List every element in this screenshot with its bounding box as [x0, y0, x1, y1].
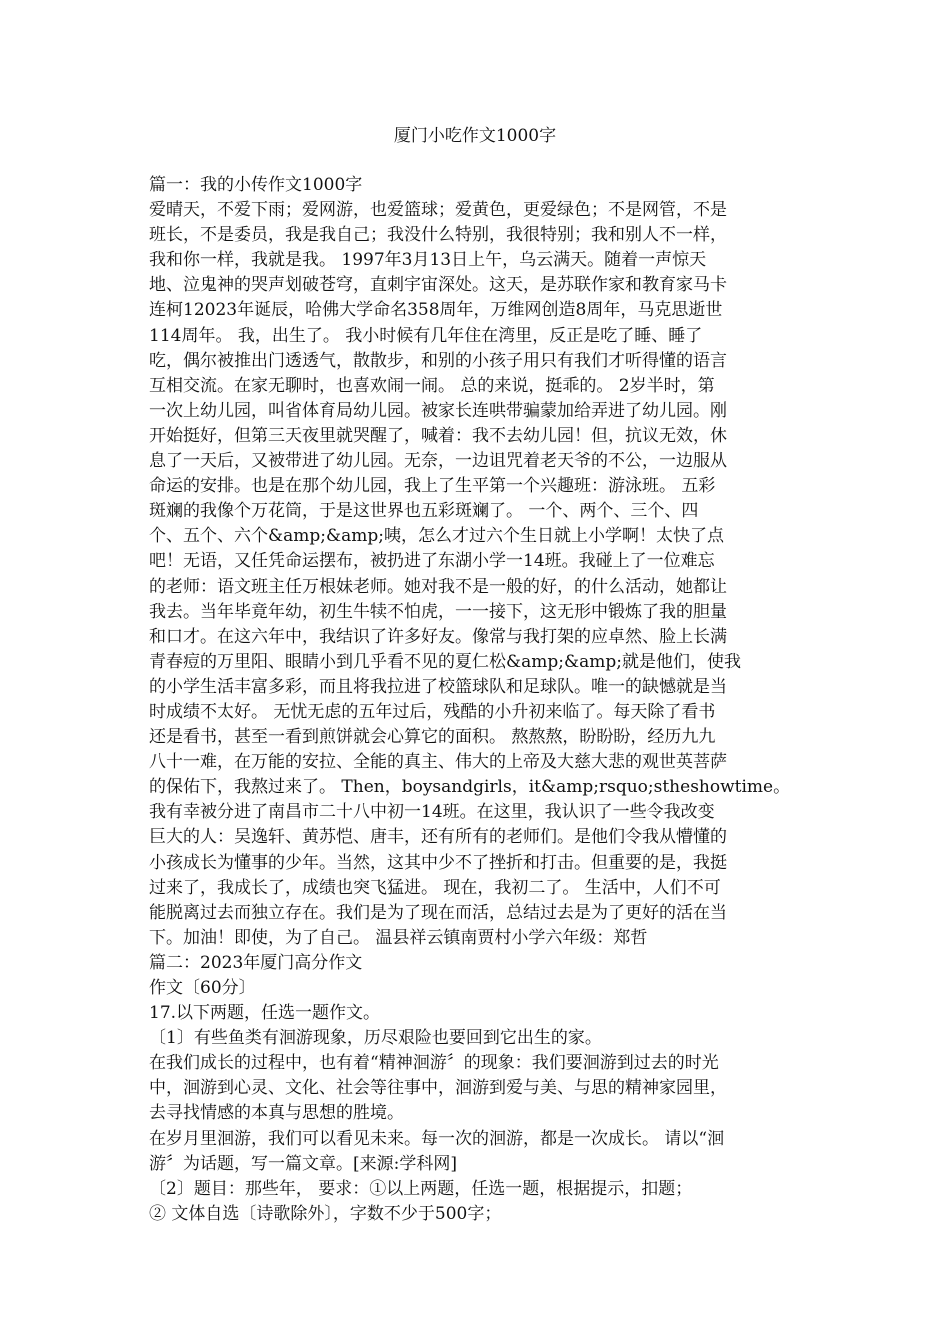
text-line: 作文〔60分〕 [149, 978, 256, 998]
text-line: 〔2〕题目：那些年， 要求：①以上两题，任选一题，根据提示，扣题； [149, 1178, 693, 1199]
text-line: 和口才。在这六年中，我结识了许多好友。像常与我打架的应卓然、脸上长满 [149, 626, 727, 647]
text-line: 游〞为话题，写一篇文章。[来源:学科网] [149, 1153, 457, 1174]
text-line: 〔1〕有些鱼类有洄游现象，历尽艰险也要回到它出生的家。 [149, 1028, 602, 1049]
text-line: 在岁月里洄游，我们可以看见未来。每一次的洄游，都是一次成长。 请以“洄 [149, 1128, 725, 1149]
text-line: 个、五个、六个&amp;&amp;咦，怎么才过六个生日就上小学啊！太快了点 [149, 526, 724, 547]
text-line: ② 文体自选〔诗歌除外〕，字数不少于500字； [149, 1203, 502, 1224]
text-line: 班长，不是委员，我是我自己；我没什么特别，我很特别；我和别人不一样， [149, 225, 727, 246]
text-line: 中，洄游到心灵、文化、社会等往事中，洄游到爱与美、与思的精神家园里， [149, 1078, 727, 1099]
text-line: 能脱离过去而独立存在。我们是为了现在而活，总结过去是为了更好的活在当 [149, 902, 727, 923]
text-line: 八十一难，在万能的安拉、全能的真主、伟大的上帝及大慈大悲的观世英菩萨 [149, 752, 727, 773]
text-line: 下。加油！即使，为了自己。 温县祥云镇南贾村小学六年级：郑哲 [149, 927, 648, 948]
text-line: 我有幸被分进了南昌市二十八中初一14班。在这里，我认识了一些令我改变 [149, 802, 715, 823]
text-line: 的保佑下，我熬过来了。 Then，boysandgirls，it&amp;rsquo;stheshowtime。 [149, 777, 791, 798]
section-heading-2: 篇二：2023年厦门高分作文 [149, 952, 363, 973]
text-line: 开始挺好，但第三天夜里就哭醒了，喊着：我不去幼儿园！但，抗议无效，休 [149, 425, 727, 446]
text-line: 17.以下两题，任选一题作文。 [149, 1003, 381, 1024]
text-line: 我去。当年毕竟年幼，初生牛犊不怕虎，一一接下，这无形中锻炼了我的胆量 [149, 601, 727, 622]
text-line: 过来了，我成长了，成绩也突飞猛进。 现在，我初二了。 生活中，人们不可 [149, 877, 721, 898]
text-line: 地、泣鬼神的哭声划破苍穹，直刺宇宙深处。这天，是苏联作家和教育家马卡 [149, 275, 727, 296]
text-line: 青春痘的万里阳、眼睛小到几乎看不见的夏仁松&amp;&amp;就是他们，使我 [149, 651, 741, 672]
text-line: 我和你一样，我就是我。 1997年3月13日上午，乌云满天。随着一声惊天 [149, 250, 707, 271]
text-line: 巨大的人：吴逸轩、黄苏恺、唐丰，还有所有的老师们。是他们令我从懵懂的 [149, 827, 727, 848]
text-line: 还是看书，甚至一看到煎饼就会心算它的面积。 熬熬熬，盼盼盼，经历九九 [149, 727, 716, 748]
section-heading-1: 篇一：我的小传作文1000字 [149, 175, 363, 195]
text-line: 的老师：语文班主任万根妹老师。她对我不是一般的好，的什么活动，她都让 [149, 576, 727, 597]
text-line: 在我们成长的过程中，也有着“精神洄游〞的现象：我们要洄游到过去的时光 [149, 1053, 719, 1074]
text-line: 的小学生活丰富多彩，而且将我拉进了校篮球队和足球队。唯一的缺憾就是当 [149, 676, 727, 697]
text-line: 爱晴天，不爱下雨；爱网游，也爱篮球；爱黄色，更爱绿色；不是网管，不是 [149, 200, 727, 221]
text-line: 互相交流。在家无聊时，也喜欢闹一闹。 总的来说，挺乖的。 2岁半时，第 [149, 375, 715, 396]
text-line: 斑斓的我像个万花筒，于是这世界也五彩斑斓了。 一个、两个、三个、四 [149, 501, 699, 522]
text-line: 命运的安排。也是在那个幼儿园，我上了生平第一个兴趣班：游泳班。 五彩 [149, 476, 716, 497]
text-line: 连柯12023年诞辰，哈佛大学命名358周年，万维网创造8周年，马克思逝世 [149, 300, 723, 321]
text-line: 一次上幼儿园，叫省体育局幼儿园。被家长连哄带骗蒙加给弄进了幼儿园。刚 [149, 400, 727, 421]
text-line: 114周年。 我，出生了。 我小时候有几年住在湾里，反正是吃了睡、睡了 [149, 325, 703, 346]
text-line: 时成绩不太好。 无忧无虑的五年过后，残酷的小升初来临了。每天除了看书 [149, 701, 716, 722]
text-line: 吧！无语，又任凭命运摆布，被扔进了东湖小学一14班。我碰上了一位难忘 [149, 551, 715, 572]
document-title: 厦门小吃作文1000字 [393, 126, 557, 146]
text-line: 去寻找情感的本真与思想的胜境。 [149, 1103, 404, 1124]
text-line: 息了一天后，又被带进了幼儿园。无奈，一边诅咒着老天爷的不公，一边服从 [149, 451, 727, 472]
text-line: 吃，偶尔被推出门透透气，散散步，和别的小孩子用只有我们才听得懂的语言 [149, 350, 727, 371]
document-body [149, 173, 804, 1227]
text-line: 小孩成长为懂事的少年。当然，这其中少不了挫折和打击。但重要的是，我挺 [149, 852, 727, 873]
